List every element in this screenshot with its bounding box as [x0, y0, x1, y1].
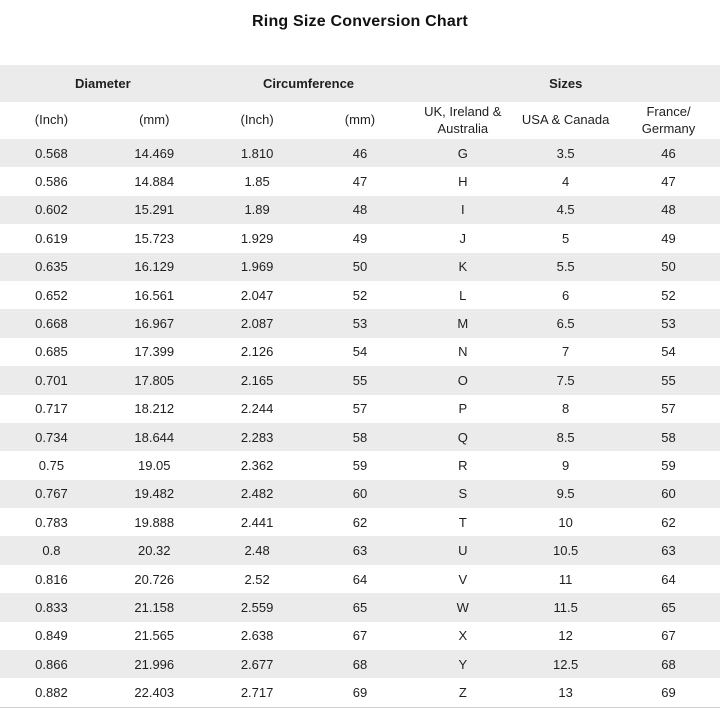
table-cell: 0.635	[35, 259, 68, 275]
table-cell: 2.165	[240, 372, 274, 388]
table-cell: 13	[558, 685, 573, 701]
group-header-diameter: Diameter	[0, 65, 206, 102]
table-row	[0, 253, 720, 281]
table-cell: 50	[352, 259, 368, 275]
column-header-inch: (Inch)	[206, 102, 309, 139]
table-cell: 0.668	[35, 316, 68, 332]
table-cell: 2.283	[240, 429, 274, 445]
table-row	[0, 309, 720, 337]
table-cell: 49	[661, 230, 676, 246]
table-cell: 0.833	[35, 599, 68, 615]
table-cell: 55	[661, 372, 676, 388]
table-cell: 59	[661, 457, 676, 473]
group-header-circumference: Circumference	[206, 65, 412, 102]
table-cell: K	[458, 259, 468, 275]
column-header-inch: (Inch)	[0, 102, 103, 139]
table-cell: 6	[562, 287, 570, 303]
table-row	[0, 565, 720, 593]
column-header-france-germany: France/ Germany	[617, 102, 720, 139]
table-cell: 18.212	[134, 401, 175, 417]
table-cell: 2.717	[240, 685, 274, 701]
table-cell: 2.482	[240, 486, 274, 502]
table-row	[0, 508, 720, 536]
table-cell: 12.5	[552, 656, 579, 672]
table-cell: 7.5	[556, 372, 575, 388]
table-cell: 14.469	[134, 145, 175, 161]
table-cell: 52	[352, 287, 368, 303]
table-cell: 4.5	[556, 202, 575, 218]
table-cell: 0.619	[35, 230, 68, 246]
table-row	[0, 451, 720, 479]
table-cell: 18.644	[134, 429, 175, 445]
table-cell: 1.810	[240, 145, 274, 161]
table-cell: 2.638	[240, 628, 274, 644]
table-cell: 69	[661, 685, 676, 701]
table-cell: Z	[458, 685, 467, 701]
table-cell: 5	[562, 230, 570, 246]
table-cell: 0.866	[35, 656, 68, 672]
table-cell: 10	[558, 514, 573, 530]
table-cell: 19.482	[134, 486, 175, 502]
table-cell: 49	[352, 230, 368, 246]
table-cell: 54	[352, 344, 368, 360]
table-cell: 62	[661, 514, 676, 530]
group-header-sizes: Sizes	[411, 65, 720, 102]
table-cell: J	[459, 230, 467, 246]
table-row	[0, 593, 720, 621]
table-cell: S	[458, 486, 468, 502]
table-cell: 0.685	[35, 344, 68, 360]
table-cell: 0.882	[35, 685, 68, 701]
table-row	[0, 650, 720, 678]
table-cell: 55	[352, 372, 368, 388]
table-cell: 2.362	[240, 457, 274, 473]
table-cell: 2.126	[240, 344, 274, 360]
table-row	[0, 366, 720, 394]
table-cell: 62	[352, 514, 368, 530]
table-cell: 16.967	[134, 316, 175, 332]
table-cell: 17.399	[134, 344, 175, 360]
table-cell: 65	[352, 599, 368, 615]
table-cell: 68	[661, 656, 676, 672]
table-cell: 2.677	[240, 656, 274, 672]
table-cell: 0.717	[35, 401, 68, 417]
table-cell: 69	[352, 685, 368, 701]
table-cell: G	[457, 145, 468, 161]
table-cell: P	[458, 401, 468, 417]
table-cell: 14.884	[134, 174, 175, 190]
table-cell: 0.816	[35, 571, 68, 587]
table-row	[0, 281, 720, 309]
table-cell: 20.32	[137, 543, 171, 559]
table-cell: 67	[661, 628, 676, 644]
table-cell: 57	[352, 401, 368, 417]
table-cell: 2.087	[240, 316, 274, 332]
table-cell: M	[457, 316, 469, 332]
table-cell: 16.129	[134, 259, 175, 275]
table-cell: 17.805	[134, 372, 175, 388]
table-cell: 58	[352, 429, 368, 445]
table-cell: 15.723	[134, 230, 175, 246]
table-cell: 19.05	[137, 457, 171, 473]
table-cell: 21.158	[134, 599, 175, 615]
table-row	[0, 196, 720, 224]
table-cell: 63	[352, 543, 368, 559]
table-cell: 15.291	[134, 202, 175, 218]
table-cell: 1.929	[240, 230, 274, 246]
table-cell: 8	[562, 401, 570, 417]
table-cell: T	[458, 514, 467, 530]
table-cell: 54	[661, 344, 676, 360]
table-cell: W	[456, 599, 469, 615]
table-cell: 68	[352, 656, 368, 672]
table-cell: 2.244	[240, 401, 274, 417]
table-cell: 0.75	[38, 457, 65, 473]
table-row	[0, 423, 720, 451]
table-cell: H	[458, 174, 468, 190]
table-cell: 48	[661, 202, 676, 218]
table-cell: 46	[352, 145, 368, 161]
table-cell: 47	[661, 174, 676, 190]
table-cell: 19.888	[134, 514, 175, 530]
table-cell: 2.52	[244, 571, 270, 587]
table-cell: 57	[661, 401, 676, 417]
table-cell: 64	[661, 571, 676, 587]
table-cell: N	[458, 344, 468, 360]
table-row	[0, 338, 720, 366]
ring-size-table	[0, 65, 720, 708]
table-row	[0, 678, 720, 707]
column-header-mm: (mm)	[309, 102, 412, 139]
table-cell: 63	[661, 543, 676, 559]
table-cell: 9	[562, 457, 570, 473]
table-cell: 60	[661, 486, 676, 502]
table-cell: Q	[457, 429, 468, 445]
table-cell: 10.5	[552, 543, 579, 559]
table-cell: 2.48	[244, 543, 270, 559]
table-row	[0, 622, 720, 650]
table-cell: 0.8	[42, 543, 61, 559]
table-cell: 53	[352, 316, 368, 332]
table-cell: 1.85	[244, 174, 270, 190]
table-cell: U	[458, 543, 468, 559]
table-cell: 1.89	[244, 202, 270, 218]
table-cell: 48	[352, 202, 368, 218]
table-cell: 0.701	[35, 372, 68, 388]
table-cell: 2.441	[240, 514, 274, 530]
table-cell: 59	[352, 457, 368, 473]
table-cell: Y	[458, 656, 468, 672]
group-header-row	[0, 65, 720, 102]
column-header-row	[0, 102, 720, 139]
table-cell: 22.403	[134, 685, 175, 701]
table-cell: X	[458, 628, 468, 644]
table-cell: 64	[352, 571, 368, 587]
column-header-uk-ireland-australia: UK, Ireland & Australia	[411, 102, 514, 139]
table-cell: 2.047	[240, 287, 274, 303]
table-cell: 7	[562, 344, 570, 360]
table-cell: 60	[352, 486, 368, 502]
column-header-mm: (mm)	[103, 102, 206, 139]
table-cell: 47	[352, 174, 368, 190]
table-row	[0, 536, 720, 564]
table-cell: R	[458, 457, 468, 473]
table-cell: 21.996	[134, 656, 175, 672]
table-head	[0, 65, 720, 139]
table-cell: 67	[352, 628, 368, 644]
table-cell: 21.565	[134, 628, 175, 644]
table-row	[0, 395, 720, 423]
table-cell: 1.969	[240, 259, 274, 275]
table-cell: 11.5	[553, 599, 578, 615]
table-cell: 0.783	[35, 514, 68, 530]
table-cell: 58	[661, 429, 676, 445]
page-title: Ring Size Conversion Chart	[252, 13, 468, 30]
table-cell: 0.734	[35, 429, 68, 445]
table-cell: 50	[661, 259, 676, 275]
table-row	[0, 139, 720, 167]
table-cell: 0.652	[35, 287, 68, 303]
table-cell: 16.561	[134, 287, 175, 303]
table-cell: 0.586	[35, 174, 68, 190]
table-cell: 0.849	[35, 628, 68, 644]
table-cell: 46	[661, 145, 676, 161]
table-cell: 0.568	[35, 145, 68, 161]
table-cell: O	[457, 372, 468, 388]
table-cell: 8.5	[556, 429, 575, 445]
table-cell: 6.5	[556, 316, 575, 332]
table-body	[0, 139, 720, 707]
table-cell: 2.559	[240, 599, 274, 615]
table-cell: 53	[661, 316, 676, 332]
table-cell: V	[458, 571, 468, 587]
table-cell: I	[460, 202, 465, 218]
table-row	[0, 167, 720, 195]
table-cell: 9.5	[556, 486, 575, 502]
table-cell: 3.5	[556, 145, 575, 161]
table-cell: 12	[558, 628, 573, 644]
table-cell: 52	[661, 287, 676, 303]
table-cell: 5.5	[556, 259, 575, 275]
table-cell: 0.767	[35, 486, 68, 502]
table-cell: 65	[661, 599, 676, 615]
page-header	[0, 0, 720, 65]
table-cell: 11	[558, 571, 573, 587]
table-cell: L	[459, 287, 467, 303]
table-cell: 4	[562, 174, 570, 190]
table-cell: 20.726	[134, 571, 175, 587]
column-header-usa-canada: USA & Canada	[514, 102, 617, 139]
table-cell: 0.602	[35, 202, 68, 218]
table-row	[0, 224, 720, 252]
table-row	[0, 480, 720, 508]
